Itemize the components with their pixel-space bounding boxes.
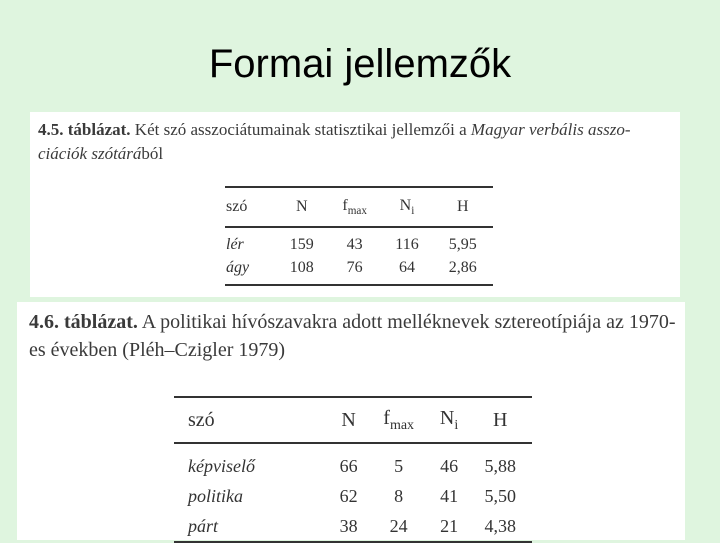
cell-word: politika <box>188 485 243 506</box>
table-4-6-caption <box>29 308 679 364</box>
cell-fmax: 43 <box>346 235 363 253</box>
table-4-5 <box>225 186 493 286</box>
cell-fmax: 5 <box>394 455 404 476</box>
table-4-6-panel <box>17 302 685 540</box>
cell-h: 5,95 <box>448 235 477 253</box>
cell-h: 5,88 <box>484 455 516 476</box>
cell-fmax: 24 <box>389 515 408 536</box>
header-word: szó <box>226 198 248 215</box>
table-row <box>225 256 493 285</box>
header-h: H <box>457 198 469 215</box>
cell-h: 5,50 <box>484 485 516 506</box>
cell-ni: 116 <box>395 235 419 253</box>
cell-ni: 21 <box>440 515 459 536</box>
cell-fmax: 76 <box>346 258 363 276</box>
table-header-row <box>225 187 493 227</box>
cell-n: 38 <box>339 515 358 536</box>
header-n: N <box>341 408 356 431</box>
cell-n: 62 <box>339 485 358 506</box>
caption-text: Két szó asszociátumainak statisztikai jellemzői a <box>134 120 467 139</box>
caption-label: táblázat. <box>64 311 138 333</box>
cell-ni: 46 <box>440 455 459 476</box>
slide-title: Formai jellemzők <box>208 42 512 86</box>
cell-n: 159 <box>289 235 314 253</box>
cell-h: 2,86 <box>448 258 477 276</box>
table-row <box>174 481 532 511</box>
header-fmax: $f_{max}$ <box>342 196 367 218</box>
table-row <box>225 227 493 256</box>
cell-n: 66 <box>339 455 358 476</box>
caption-source: Magyar verbális asszo-ciációk szótárá <box>38 120 631 163</box>
cell-n: 108 <box>289 258 314 276</box>
header-h: H <box>492 408 508 431</box>
cell-h: 4,38 <box>484 515 516 536</box>
caption-suffix: ból <box>141 144 164 163</box>
header-fmax: $f_{max}$ <box>383 406 415 433</box>
cell-ni: 41 <box>440 485 459 506</box>
caption-number: 4.6. <box>29 311 59 333</box>
table-row <box>174 511 532 542</box>
cell-word: ágy <box>226 258 250 276</box>
table-4-5-panel <box>30 112 680 297</box>
header-word: szó <box>188 408 215 431</box>
cell-word: lér <box>226 235 244 253</box>
table-4-5-caption <box>38 118 678 166</box>
cell-word: képviselő <box>188 455 255 476</box>
caption-number: 4.5. <box>38 120 64 139</box>
caption-label: táblázat. <box>67 120 131 139</box>
table-header-row <box>174 397 532 443</box>
cell-ni: 64 <box>398 258 415 276</box>
table-4-6 <box>174 396 532 543</box>
cell-word: párt <box>188 515 219 536</box>
header-ni: $N_i$ <box>399 196 415 218</box>
table-row <box>174 443 532 481</box>
header-n: N <box>295 198 308 215</box>
cell-fmax: 8 <box>394 485 404 506</box>
caption-text: A politikai hívószavakra adott melléknevek sztereotípiája az 1970-es években (Pléh–Czigler 1979) <box>29 311 676 361</box>
header-ni: $N_i$ <box>439 406 459 433</box>
